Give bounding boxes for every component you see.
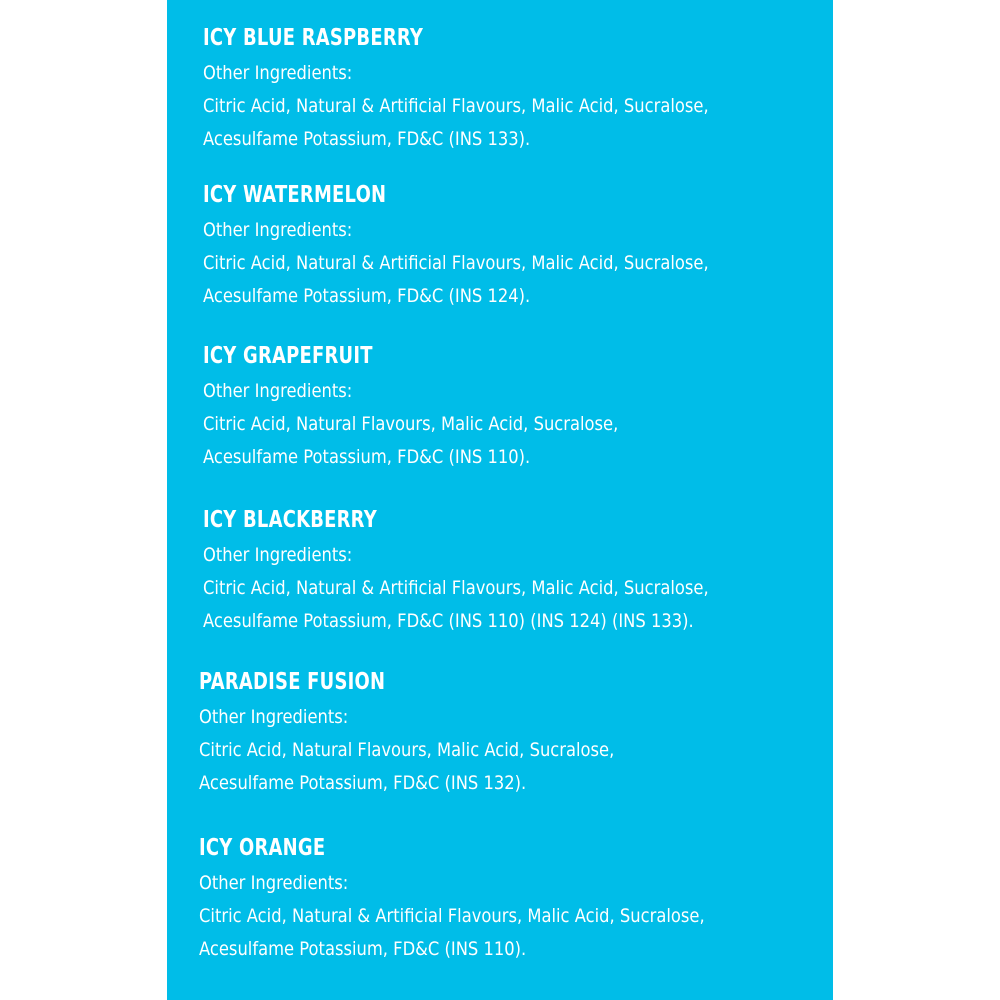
flavour-section-icy-orange bbox=[199, 834, 787, 966]
flavour-title: ICY BLACKBERRY bbox=[203, 507, 377, 533]
flavour-title: PARADISE FUSION bbox=[199, 669, 386, 695]
ingredients-line: Citric Acid, Natural Flavours, Malic Acid, Sucralose, bbox=[203, 413, 619, 435]
ingredients-line: Citric Acid, Natural & Artificial Flavours, Malic Acid, Sucralose, bbox=[199, 905, 705, 927]
ingredients-label: Other Ingredients: bbox=[203, 544, 353, 566]
ingredients-line: Acesulfame Potassium, FD&C (INS 110). bbox=[199, 938, 527, 960]
flavour-title: ICY GRAPEFRUIT bbox=[203, 343, 373, 369]
ingredients-line: Citric Acid, Natural & Artificial Flavours, Malic Acid, Sucralose, bbox=[203, 95, 709, 117]
ingredients-label: Other Ingredients: bbox=[203, 62, 353, 84]
ingredients-line: Citric Acid, Natural & Artificial Flavours, Malic Acid, Sucralose, bbox=[203, 252, 709, 274]
flavour-section-icy-blue-raspberry bbox=[203, 24, 791, 156]
flavour-section-icy-watermelon bbox=[203, 181, 791, 313]
ingredients-line: Acesulfame Potassium, FD&C (INS 133). bbox=[203, 128, 531, 150]
ingredients-label: Other Ingredients: bbox=[203, 380, 353, 402]
flavour-title: ICY WATERMELON bbox=[203, 182, 387, 208]
flavour-section-icy-grapefruit bbox=[203, 342, 686, 474]
ingredients-line: Acesulfame Potassium, FD&C (INS 110) (INS 124) (INS 133). bbox=[203, 610, 694, 632]
ingredients-line: Acesulfame Potassium, FD&C (INS 124). bbox=[203, 285, 531, 307]
flavour-section-icy-blackberry bbox=[203, 506, 791, 638]
flavour-title: ICY BLUE RASPBERRY bbox=[203, 25, 424, 51]
flavour-section-paradise-fusion bbox=[199, 668, 682, 800]
flavour-title: ICY ORANGE bbox=[199, 835, 326, 861]
ingredients-line: Citric Acid, Natural Flavours, Malic Acid, Sucralose, bbox=[199, 739, 615, 761]
ingredients-line: Acesulfame Potassium, FD&C (INS 110). bbox=[203, 446, 531, 468]
ingredients-label: Other Ingredients: bbox=[199, 872, 349, 894]
ingredients-panel bbox=[167, 0, 833, 1000]
ingredients-label: Other Ingredients: bbox=[199, 706, 349, 728]
ingredients-label: Other Ingredients: bbox=[203, 219, 353, 241]
ingredients-line: Acesulfame Potassium, FD&C (INS 132). bbox=[199, 772, 527, 794]
ingredients-line: Citric Acid, Natural & Artificial Flavours, Malic Acid, Sucralose, bbox=[203, 577, 709, 599]
